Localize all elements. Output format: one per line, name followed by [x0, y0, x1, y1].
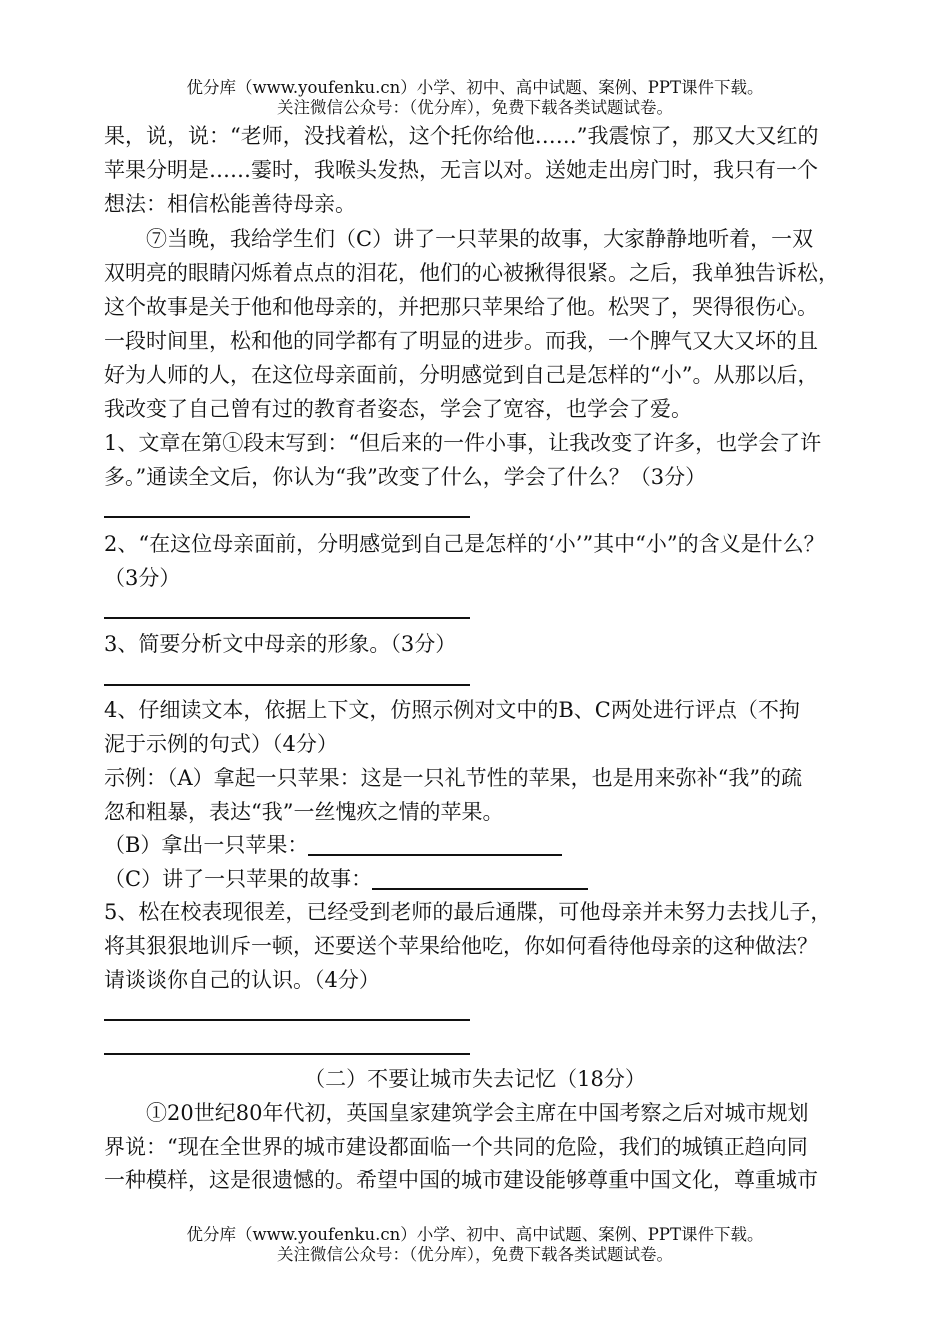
header-line-2: 关注微信公众号：（优分库），免费下载各类试题试卷。	[277, 98, 673, 117]
question-4-b-label: （B）拿出一只苹果：	[104, 833, 309, 857]
story-line: 双明亮的眼睛闪烁着点点的泪花，他们的心被揪得很紧。之后，我单独告诉松，	[104, 261, 839, 285]
question-4-c	[104, 863, 864, 895]
story-line: 好为人师的人，在这位母亲面前，分明感觉到自己是怎样的“小”。从那以后，	[104, 363, 819, 387]
answer-line-q3[interactable]	[104, 684, 470, 686]
section-2-line: 一种模样，这是很遗憾的。希望中国的城市建设能够尊重中国文化，尊重城市	[104, 1168, 818, 1192]
story-line: 一段时间里，松和他的同学都有了明显的进步。而我，一个脾气又大又坏的且	[104, 329, 818, 353]
answer-blank-b[interactable]	[308, 830, 562, 856]
story-line: ⑦当晚，我给学生们（C）讲了一只苹果的故事，大家静静地听着，一双	[146, 227, 814, 251]
question-2-text: 2、“在这位母亲面前，分明感觉到自己是怎样的‘小’”其中“小”的含义是什么？	[104, 532, 825, 556]
question-5-text: 5、松在校表现很差，已经受到老师的最后通牒，可他母亲并未努力去找儿子，	[104, 900, 832, 924]
question-5-text: 请谈谈你自己的认识。（4分）	[104, 968, 380, 992]
story-line: 我改变了自己曾有过的教育者姿态，学会了宽容，也学会了爱。	[104, 397, 692, 421]
question-3-text: 3、简要分析文中母亲的形象。（3分）	[104, 632, 457, 656]
question-2-text: （3分）	[104, 566, 181, 590]
story-line: 想法：相信松能善待母亲。	[104, 192, 356, 216]
question-4-text: 4、仔细读文本，依据上下文，仿照示例对文中的B、C两处进行评点（不拘	[104, 698, 800, 722]
answer-blank-c[interactable]	[372, 864, 588, 890]
story-line: 苹果分明是……霎时，我喉头发热，无言以对。送她走出房门时，我只有一个	[104, 158, 818, 182]
section-2-line: 界说：“现在全世界的城市建设都面临一个共同的危险，我们的城镇正趋向同	[104, 1135, 808, 1159]
answer-line-q1[interactable]	[104, 516, 470, 518]
story-line: 这个故事是关于他和他母亲的，并把那只苹果给了他。松哭了，哭得很伤心。	[104, 295, 818, 319]
story-line: 果，说，说：“老师，没找着松，这个托你给他……”我震惊了，那又大又红的	[104, 124, 819, 148]
answer-line-q2[interactable]	[104, 617, 470, 619]
question-4-example: 忽和粗暴，表达“我”一丝愧疚之情的苹果。	[104, 800, 504, 824]
footer-line-1: 优分库（www.youfenku.cn）小学、初中、高中试题、案例、PPT课件下载。	[186, 1225, 764, 1244]
question-1-text: 1、文章在第①段末写到：“但后来的一件小事，让我改变了许多，也学会了许	[104, 431, 822, 455]
question-4-b	[104, 829, 864, 861]
question-4-example: 示例：（A）拿起一只苹果：这是一只礼节性的苹果，也是用来弥补“我”的疏	[104, 766, 803, 790]
question-5-text: 将其狠狠地训斥一顿，还要送个苹果给他吃，你如何看待他母亲的这种做法？	[104, 934, 818, 958]
question-4-c-label: （C）讲了一只苹果的故事：	[104, 867, 373, 891]
answer-line-q5[interactable]	[104, 1053, 470, 1055]
footer-line-2: 关注微信公众号：（优分库），免费下载各类试题试卷。	[277, 1245, 673, 1264]
header-line-1: 优分库（www.youfenku.cn）小学、初中、高中试题、案例、PPT课件下载。	[186, 78, 764, 97]
answer-line-q5[interactable]	[104, 1019, 470, 1021]
question-4-text: 泥于示例的句式）（4分）	[104, 732, 338, 756]
section-2-title: （二）不要让城市失去记忆（18分）	[304, 1067, 646, 1091]
section-2-line: ①20世纪80年代初，英国皇家建筑学会主席在中国考察之后对城市规划	[146, 1101, 809, 1125]
question-1-text: 多。”通读全文后，你认为“我”改变了什么，学会了什么？（3分）	[104, 465, 707, 489]
